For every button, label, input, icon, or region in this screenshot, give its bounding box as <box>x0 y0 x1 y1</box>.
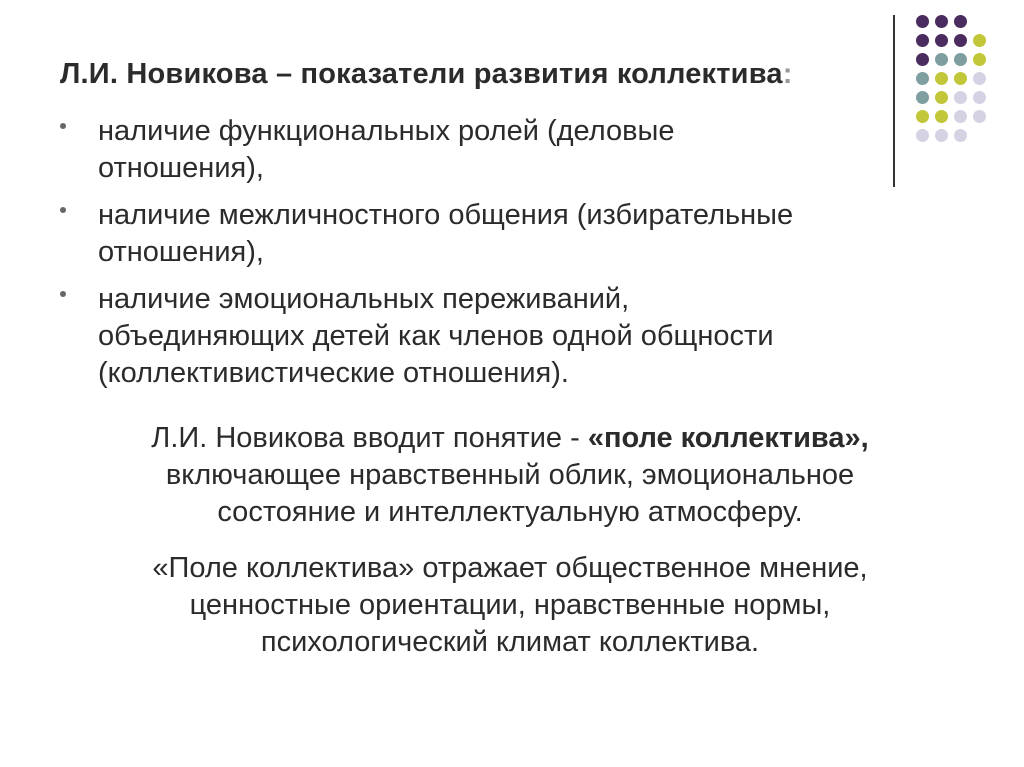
bullet-item <box>60 281 960 392</box>
bullet-line: наличие функциональных ролей (деловые <box>98 115 675 147</box>
bullet-line: наличие эмоциональных переживаний, <box>98 283 630 315</box>
paragraph-line: Л.И. Новикова вводит понятие - <box>151 422 588 454</box>
paragraph-line: «Поле коллектива» отражает общественное мнение, <box>152 552 868 584</box>
bullet-line: отношения), <box>98 236 264 268</box>
paragraph-line: включающее нравственный облик, эмоциональное <box>165 459 855 491</box>
bullet-dot-icon <box>60 207 66 213</box>
decorative-dot <box>935 53 948 66</box>
decorative-dot <box>935 91 948 104</box>
decorative-dot <box>935 72 948 85</box>
decorative-dot <box>973 34 986 47</box>
decorative-dot <box>973 110 986 123</box>
decorative-dot <box>973 91 986 104</box>
decorative-dot <box>954 15 967 28</box>
decorative-dot <box>954 53 967 66</box>
decorative-dot <box>954 34 967 47</box>
bullet-line: наличие межличностного общения (избирательные <box>98 199 794 231</box>
slide-title-text: Л.И. Новикова – показатели развития коллектива <box>60 58 783 90</box>
key-term: «поле коллектива», <box>587 422 869 454</box>
decorative-dot <box>954 72 967 85</box>
decorative-dot <box>973 72 986 85</box>
bullet-dot-icon <box>60 291 66 297</box>
slide-title <box>60 58 793 91</box>
decorative-dot <box>916 34 929 47</box>
decorative-dot <box>916 72 929 85</box>
decorative-dot <box>935 34 948 47</box>
paragraph-field-reflects <box>60 550 960 661</box>
paragraph-line: психологический климат коллектива. <box>260 626 760 658</box>
paragraph-field-definition <box>60 420 960 531</box>
bullet-line: объединяющих детей как членов одной общности <box>98 320 774 352</box>
bullet-item <box>60 113 960 187</box>
decorative-dot <box>916 15 929 28</box>
paragraph-line: ценностные ориентации, нравственные нормы, <box>189 589 831 621</box>
bullet-line: (коллективистические отношения). <box>98 357 569 389</box>
decorative-dot <box>916 53 929 66</box>
bullet-line: отношения), <box>98 152 264 184</box>
bullet-dot-icon <box>60 123 66 129</box>
paragraph-line: состояние и интеллектуальную атмосферу. <box>217 496 803 528</box>
decorative-dot <box>916 91 929 104</box>
bullet-item <box>60 197 960 271</box>
bullet-list <box>60 113 960 392</box>
decorative-dot <box>954 91 967 104</box>
decorative-dot <box>935 15 948 28</box>
decorative-dot <box>973 53 986 66</box>
slide-title-colon: : <box>782 58 793 90</box>
